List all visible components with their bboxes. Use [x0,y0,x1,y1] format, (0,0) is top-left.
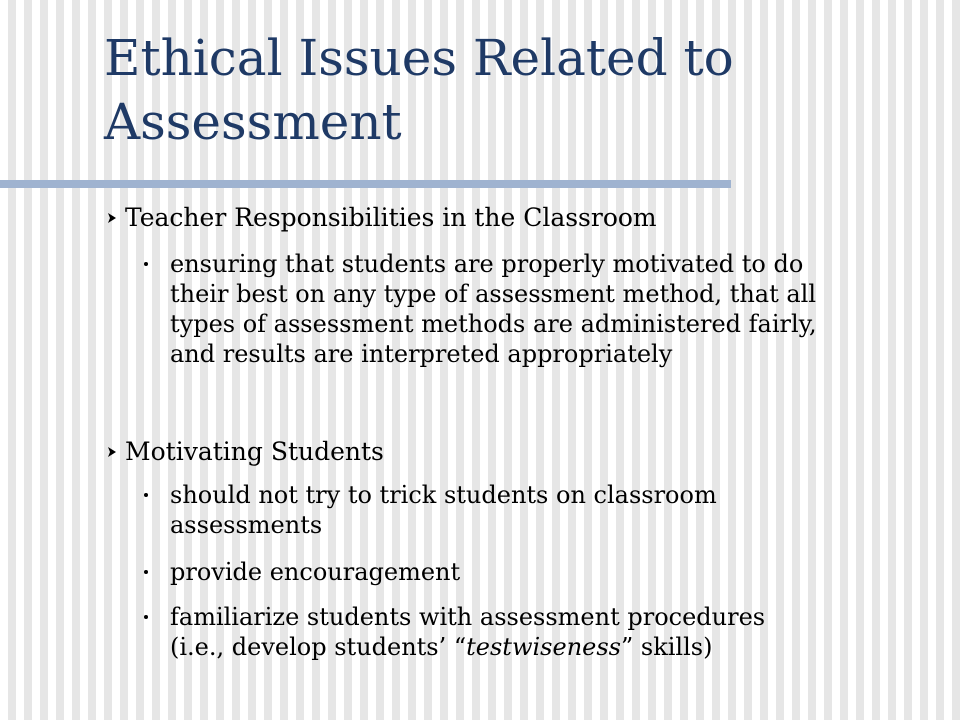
list-item-line: and results are interpreted appropriately [170,340,673,368]
arrow-bullet-icon [106,212,118,224]
list-item-line: should not try to trick students on classroom [170,481,717,509]
list-item-line: ensuring that students are properly motivated to do [170,250,804,278]
list-item-line: provide encouragement [170,558,461,586]
list-item-line: types of assessment methods are administered fairly, [170,310,817,338]
list-item [170,249,940,369]
title-line-2: Assessment [104,93,402,151]
list-item-line: their best on any type of assessment method, that all [170,280,817,308]
section-heading-teacher-responsibilities: Teacher Responsibilities in the Classroom [125,203,657,232]
section-heading-motivating-students: Motivating Students [125,437,384,466]
dot-bullet-icon [144,570,148,574]
list-item [170,480,940,540]
dot-bullet-icon [144,493,148,497]
list-item-text: (i.e., develop students’ “ [170,633,467,661]
list-item-line: familiarize students with assessment procedures [170,603,766,631]
emphasized-term: testwiseness [466,633,621,661]
list-item [170,557,940,587]
title-line-1: Ethical Issues Related to [104,29,734,87]
list-item [170,602,940,662]
dot-bullet-icon [144,262,148,266]
dot-bullet-icon [144,615,148,619]
arrow-bullet-icon [106,446,118,458]
list-item-line: assessments [170,511,323,539]
list-item-text: ” skills) [620,633,713,661]
list-item-line [170,632,940,662]
